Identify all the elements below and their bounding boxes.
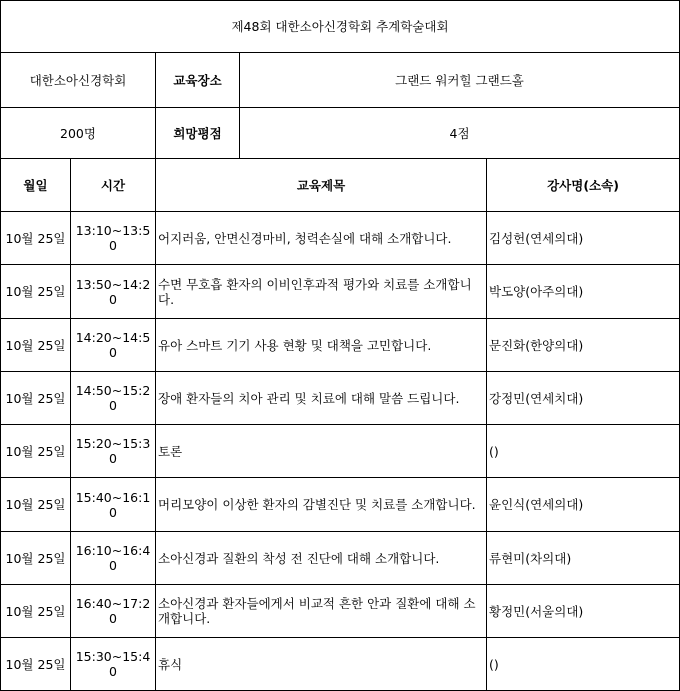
- row-speaker: 김성헌(연세의대): [487, 212, 680, 265]
- row-topic: 머리모양이 이상한 환자의 감별진단 및 치료를 소개합니다.: [156, 478, 487, 532]
- row-date: 10월 25일: [1, 319, 71, 372]
- row-speaker: 윤인식(연세의대): [487, 478, 680, 532]
- row-time: 14:50~15:20: [71, 372, 156, 425]
- row-topic: 장애 환자들의 치아 관리 및 치료에 대해 말씀 드립니다.: [156, 372, 487, 425]
- row-speaker: 강정민(연세치대): [487, 372, 680, 425]
- table-row: [1, 212, 680, 265]
- table-row: [1, 532, 680, 585]
- title-row: [1, 1, 680, 53]
- event-title: 제48회 대한소아신경학회 추계학술대회: [1, 1, 680, 53]
- row-speaker: 문진화(한양의대): [487, 319, 680, 372]
- row-speaker: (): [487, 638, 680, 691]
- venue-row: [1, 53, 680, 108]
- row-date: 10월 25일: [1, 585, 71, 638]
- capacity-value: 200명: [1, 108, 156, 159]
- row-date: 10월 25일: [1, 638, 71, 691]
- table-row: [1, 265, 680, 319]
- row-date: 10월 25일: [1, 478, 71, 532]
- row-topic: 수면 무호흡 환자의 이비인후과적 평가와 치료를 소개합니다.: [156, 265, 487, 319]
- table-row: [1, 425, 680, 478]
- speaker-header: 강사명(소속): [487, 159, 680, 212]
- table-header-row: [1, 159, 680, 212]
- row-date: 10월 25일: [1, 532, 71, 585]
- time-header: 시간: [71, 159, 156, 212]
- venue-label: 교육장소: [156, 53, 240, 108]
- topic-header: 교육제목: [156, 159, 487, 212]
- organizer-name: 대한소아신경학회: [1, 53, 156, 108]
- date-header: 월일: [1, 159, 71, 212]
- table-row: [1, 319, 680, 372]
- capacity-row: [1, 108, 680, 159]
- row-time: 13:50~14:20: [71, 265, 156, 319]
- row-date: 10월 25일: [1, 425, 71, 478]
- row-topic: 토론: [156, 425, 487, 478]
- row-date: 10월 25일: [1, 212, 71, 265]
- row-topic: 소아신경과 환자들에게서 비교적 흔한 안과 질환에 대해 소개합니다.: [156, 585, 487, 638]
- row-date: 10월 25일: [1, 265, 71, 319]
- row-time: 16:40~17:20: [71, 585, 156, 638]
- row-time: 15:40~16:10: [71, 478, 156, 532]
- rating-label: 희망평점: [156, 108, 240, 159]
- row-topic: 휴식: [156, 638, 487, 691]
- row-speaker: 류현미(차의대): [487, 532, 680, 585]
- table-row: [1, 372, 680, 425]
- venue-value: 그랜드 워커힐 그랜드홀: [240, 53, 680, 108]
- row-topic: 소아신경과 질환의 착성 전 진단에 대해 소개합니다.: [156, 532, 487, 585]
- row-speaker: 황정민(서울의대): [487, 585, 680, 638]
- row-topic: 어지러움, 안면신경마비, 청력손실에 대해 소개합니다.: [156, 212, 487, 265]
- table-row: [1, 585, 680, 638]
- row-time: 16:10~16:40: [71, 532, 156, 585]
- table-row: [1, 638, 680, 691]
- row-date: 10월 25일: [1, 372, 71, 425]
- row-speaker: 박도양(아주의대): [487, 265, 680, 319]
- row-time: 15:20~15:30: [71, 425, 156, 478]
- row-time: 15:30~15:40: [71, 638, 156, 691]
- row-topic: 유아 스마트 기기 사용 현황 및 대책을 고민합니다.: [156, 319, 487, 372]
- table-row: [1, 478, 680, 532]
- row-time: 13:10~13:50: [71, 212, 156, 265]
- row-speaker: (): [487, 425, 680, 478]
- rating-value: 4점: [240, 108, 680, 159]
- row-time: 14:20~14:50: [71, 319, 156, 372]
